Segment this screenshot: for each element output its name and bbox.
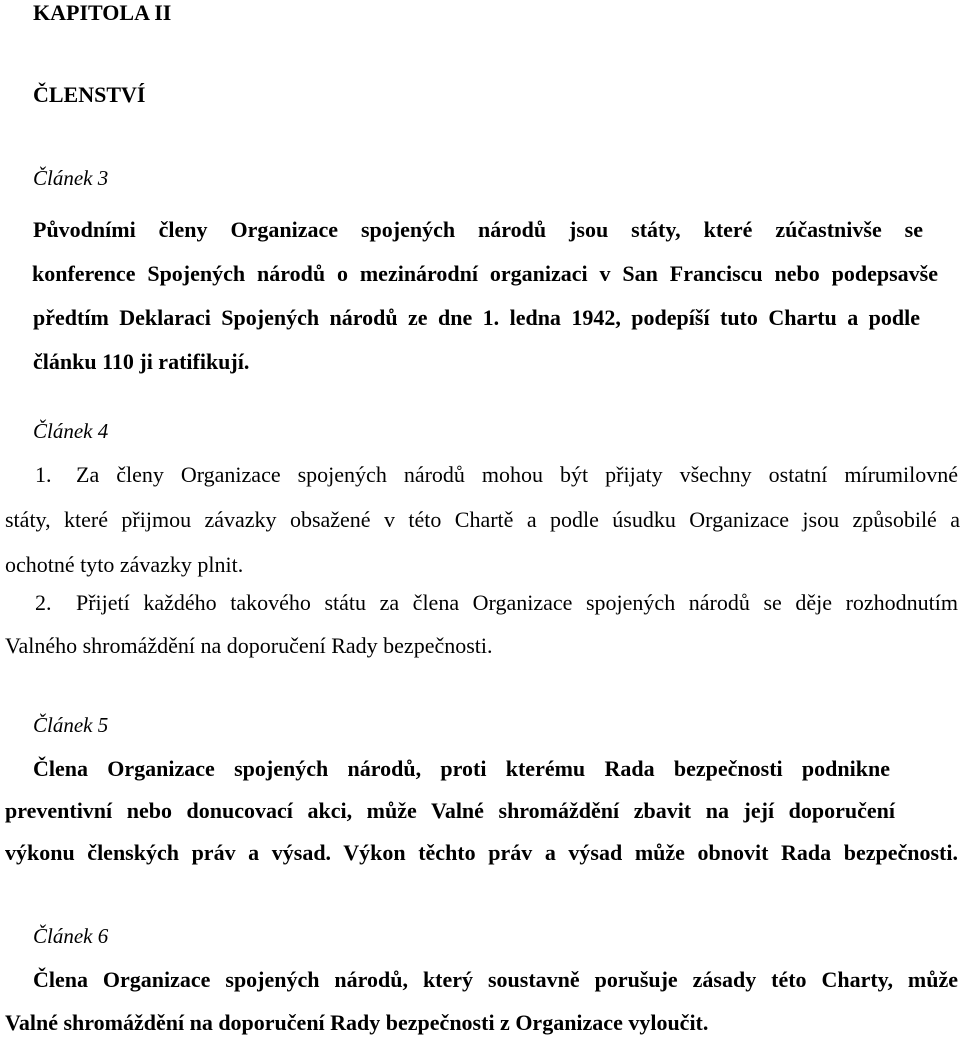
article-6-text — [5, 958, 958, 1044]
article-4-heading: Článek 4 — [33, 419, 109, 443]
article-6-heading: Článek 6 — [33, 924, 109, 948]
article-4-paragraph-2-first-line — [5, 581, 960, 624]
chapter-title: KAPITOLA II — [33, 0, 172, 25]
article-4-paragraph-2-line-2: Valného shromáždění na doporučení Rady bezpečnosti. — [5, 633, 493, 658]
article-4-paragraph-2-line-1: Přijetí každého takového státu za člena Organizace spojených národů se děje rozhodnutím — [76, 590, 958, 615]
article-4-paragraph-1-line-3: ochotné tyto závazky plnit. — [5, 552, 244, 577]
article-6-line-1: Člena Organizace spojených národů, který soustavně porušuje zásady této Charty, může — [33, 967, 958, 992]
article-3-heading: Článek 3 — [33, 166, 109, 190]
article-5-line-3: výkonu členských práv a výsad. Výkon těchto práv a výsad může obnovit Rada bezpečnosti. — [5, 840, 958, 865]
article-4-paragraph-1-first-line — [5, 452, 960, 497]
article-3-text — [32, 208, 938, 384]
article-3-line-3: předtím Deklaraci Spojených národů ze dne 1. ledna 1942, podepíší tuto Chartu a podle — [33, 305, 920, 330]
section-title: ČLENSTVÍ — [33, 82, 146, 107]
article-5-heading: Článek 5 — [33, 713, 109, 737]
article-4-paragraph-2-number: 2. — [35, 590, 52, 615]
article-3-line-4: článku 110 ji ratifikují. — [33, 349, 250, 374]
article-4-paragraph-1-line-2: státy, které přijmou závazky obsažené v této Chartě a podle úsudku Organizace jsou způsobilé a — [5, 507, 960, 532]
article-6-line-2: Valné shromáždění na doporučení Rady bezpečnosti z Organizace vyloučit. — [5, 1010, 709, 1035]
article-5-text — [5, 748, 958, 874]
article-4-paragraph-1-line-1: Za členy Organizace spojených národů mohou být přijaty všechny ostatní mírumilovné — [76, 462, 958, 487]
article-3-line-2: konference Spojených národů o mezinárodní organizaci v San Franciscu nebo podepsavše — [32, 261, 938, 286]
article-4-paragraph-1 — [5, 452, 960, 587]
article-4-paragraph-1-number: 1. — [35, 462, 52, 487]
article-5-line-2: preventivní nebo donucovací akci, může Valné shromáždění zbavit na její doporučení — [5, 798, 895, 823]
article-4-paragraph-2 — [5, 581, 960, 667]
article-5-line-1: Člena Organizace spojených národů, proti kterému Rada bezpečnosti podnikne — [33, 756, 890, 781]
article-3-line-1: Původními členy Organizace spojených národů jsou státy, které zúčastnivše se — [33, 217, 923, 242]
